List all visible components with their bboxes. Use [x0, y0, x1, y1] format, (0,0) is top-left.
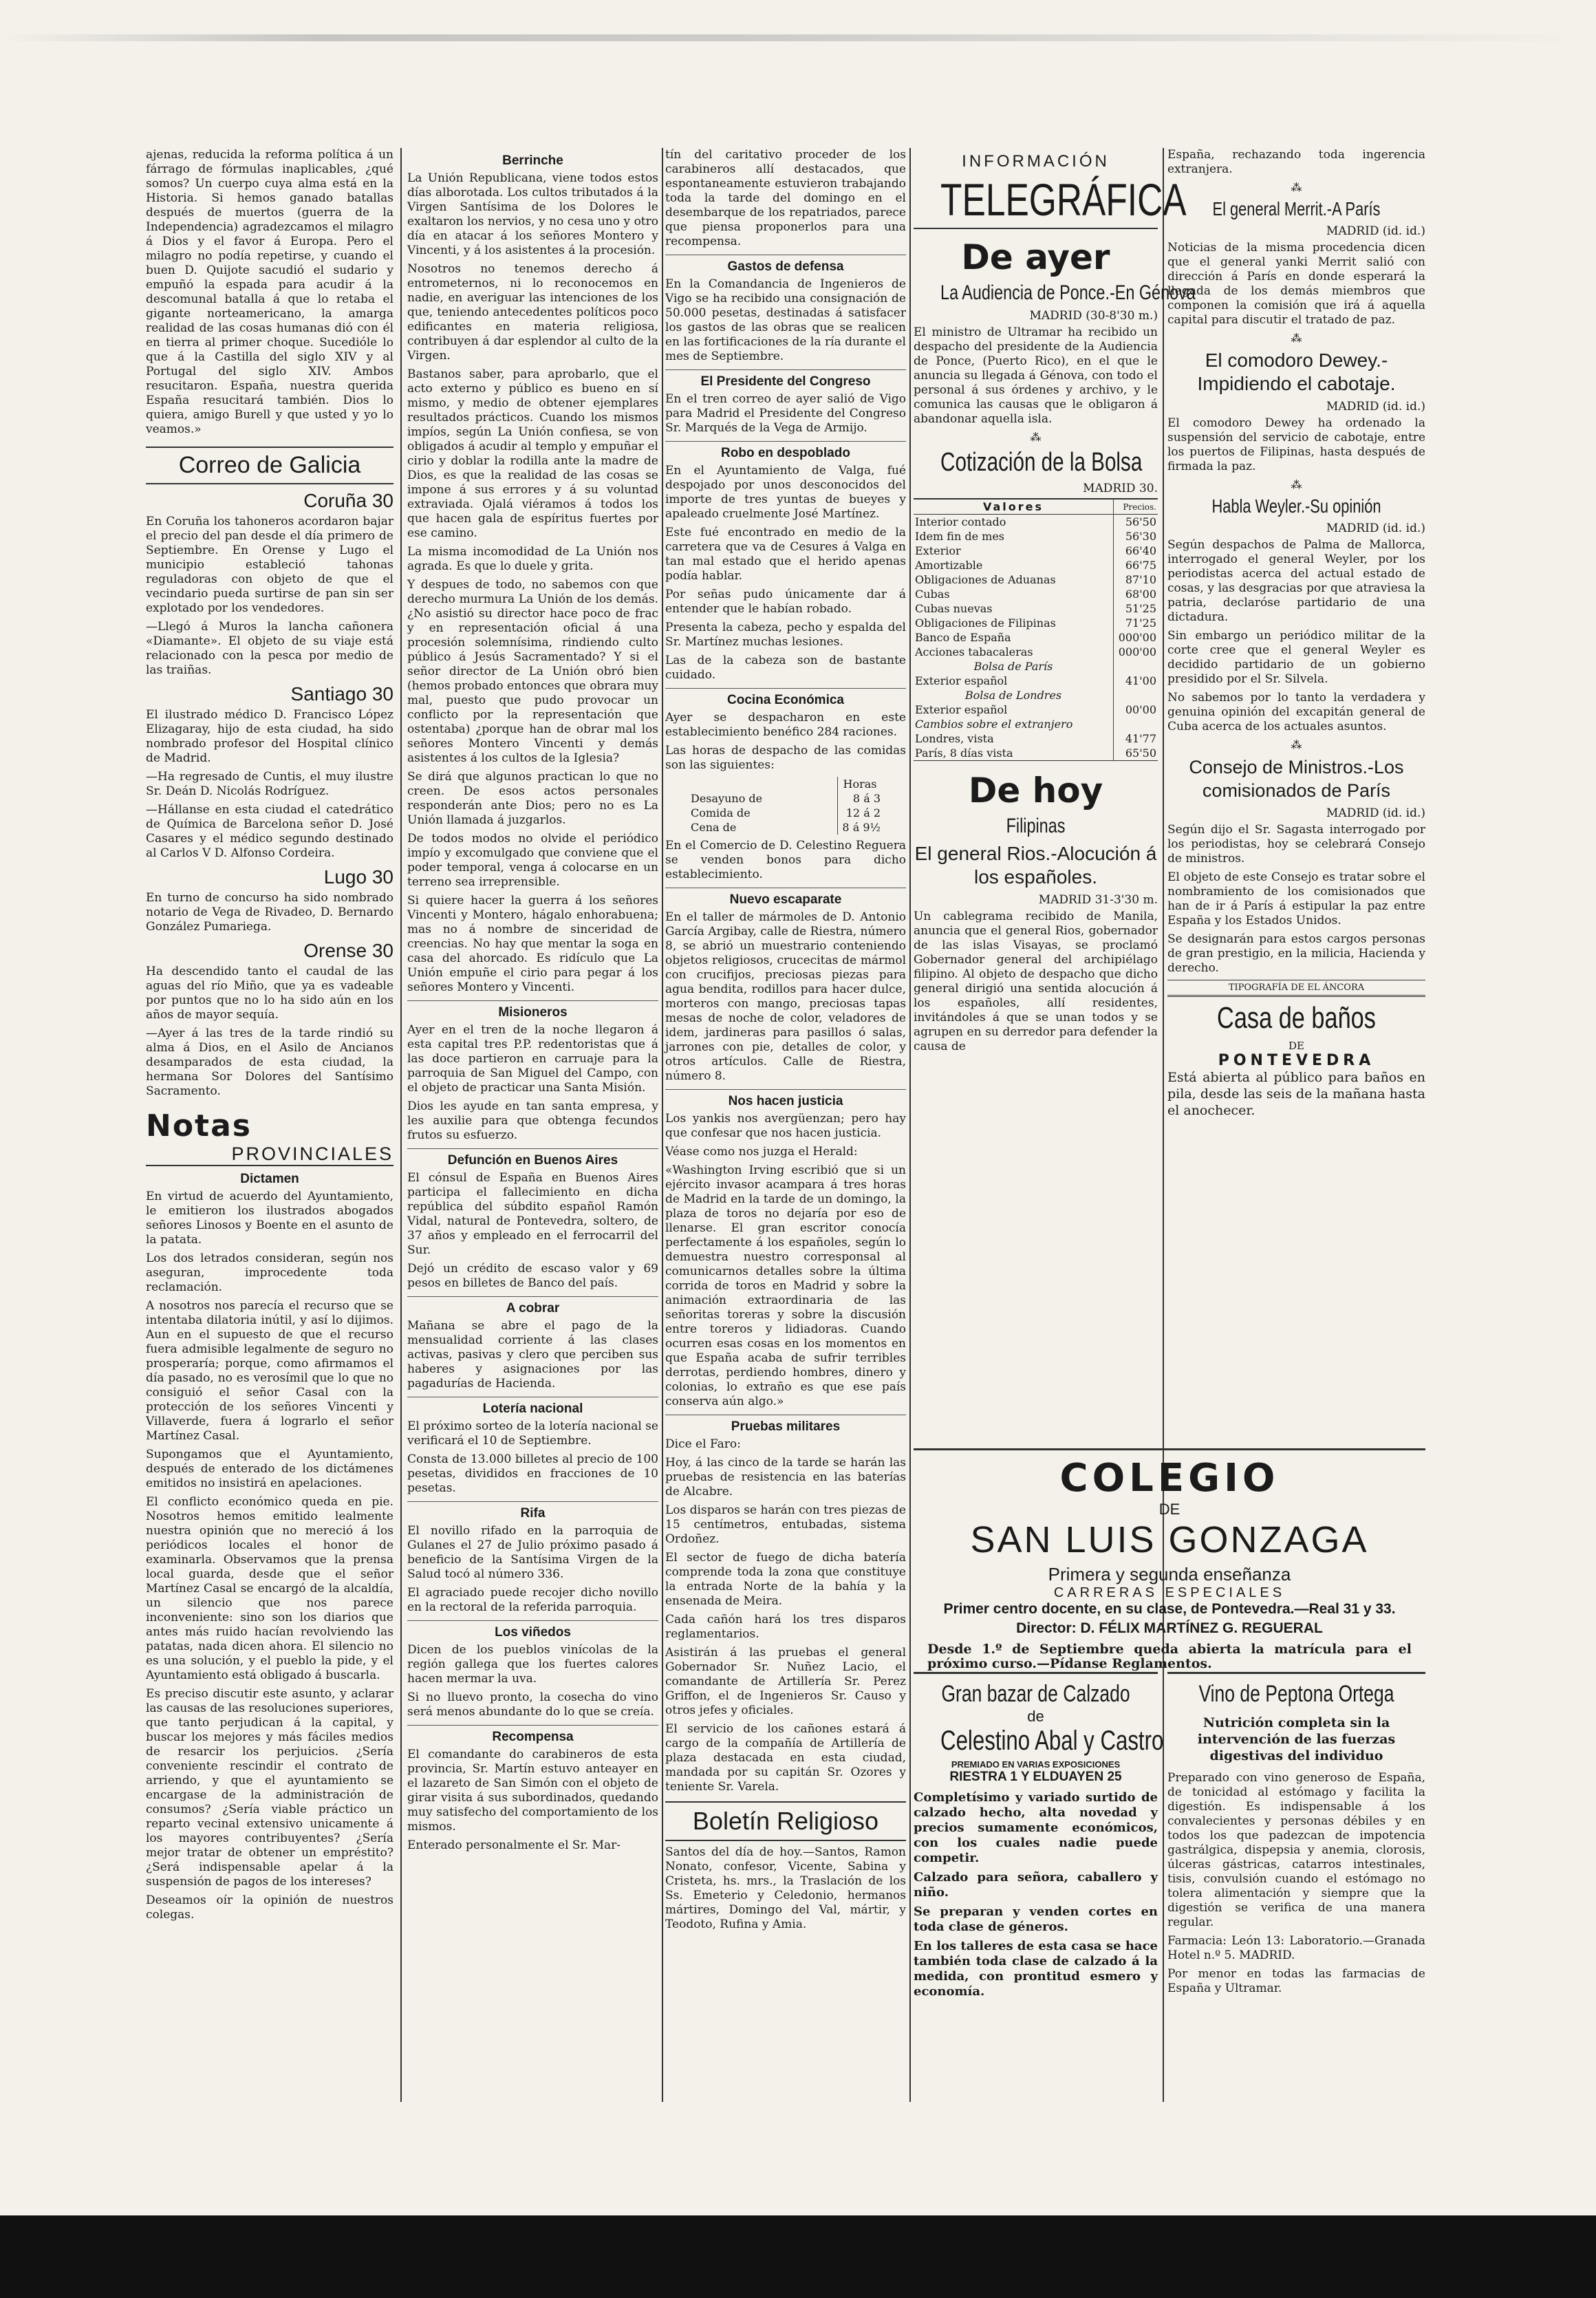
- news-paragraph: El próximo sorteo de la lotería nacional se verificará el 10 de Septiembre.: [407, 1419, 658, 1448]
- news-paragraph: El ilustrado médico D. Francisco López Elizagaray, hijo de esta ciudad, ha sido nombrado profesor del Hospital clínico de Madrid.: [146, 708, 393, 765]
- weyler-heading: Habla Weyler.-Su opinión: [1211, 495, 1381, 517]
- news-paragraph: Este fué encontrado en medio de la carretera que va de Cesures á Valga en tan mal estado que el herido apenas podía hablar.: [665, 526, 906, 583]
- dictamen-heading: Dictamen: [240, 1172, 299, 1186]
- value-price: 56'50: [1114, 515, 1158, 530]
- news-paragraph: Y despues de todo, no sabemos con que derecho murmura La Unión de los demás. ¿No asistió su director hace poco de frac y en representación oficial á una procesión solemnísima, rindiendo culto público á Jesús Sacramentado? Y si el señor director de La Unión obró bien (hemos probado entonces que obrara muy mal, puesto que pudo provocar un conflicto por la representación que ostentaba) ¿porque han de obrar mal los señores Montero Vincenti y demás asistentes á los cultos de la Iglesia?: [407, 578, 658, 765]
- table-row: [914, 731, 1158, 746]
- stars-separator: ⁂: [1291, 332, 1302, 345]
- value-price: 00'00: [1114, 702, 1158, 717]
- article-heading: Lotería nacional: [407, 1397, 658, 1417]
- news-paragraph: El ministro de Ultramar ha recibido un despacho del presidente de la Audiencia de Ponce, (Puerto Rico), en el que le anuncia su llegada á Génova, con todo el personal á sus órdenes y archivo, y le comunica las causas que le obligaron á abandonar aquella isla.: [914, 325, 1158, 426]
- news-paragraph: tín del caritativo proceder de los carabineros allí destacados, que espontaneamente estuvieron trabajando toda la tarde del domingo en el desembarque de los repatriados, parece que piensa proponerlos para una recompensa.: [665, 148, 906, 248]
- dateline: MADRID 30.: [1083, 482, 1158, 495]
- value-price: 41'77: [1114, 731, 1158, 746]
- news-paragraph: Según dijo el Sr. Sagasta interrogado por los periodistas, hoy se celebrará Consejo de ministros.: [1167, 823, 1425, 866]
- banos-city: PONTEVEDRA: [1218, 1052, 1375, 1069]
- telegrafica-heading: TELEGRÁFICA: [940, 174, 1187, 225]
- precios-header: Precios.: [1114, 499, 1158, 515]
- column-rule: [662, 148, 663, 2102]
- news-paragraph: El novillo rifado en la parroquia de Gulanes el 27 de Julio próximo pasado á beneficio de la Santísima Virgen de la Salud tocó al número 336.: [407, 1524, 658, 1581]
- newspaper-page: [138, 148, 1431, 2102]
- news-paragraph: En Coruña los tahoneros acordaron bajar el precio del pan desde el día primero de Septiembre. En Orense y Lugo el municipio estableció tahonas reguladoras con objeto de que el vecindario pueda surtirse de pan sin ser explotado por los vendedores.: [146, 515, 393, 615]
- colegio-sub3: Primer centro docente, en su clase, de Pontevedra.—Real 31 y 33.: [943, 1601, 1396, 1617]
- news-paragraph: Nosotros no tenemos derecho á entrometernos, ni lo reconocemos en nadie, en averiguar las intenciones de los que, teniendo antecedentes políticos poco edificantes en materia religiosa, contribuyen á dar esplendor al culto de la Virgen.: [407, 262, 658, 363]
- boletin-heading: Boletín Religioso: [665, 1801, 906, 1841]
- ad-calzado: [914, 1672, 1164, 2004]
- news-paragraph: Si quiere hacer la guerra á los señores Vincenti y Montero, hágalo enhorabuena; mas no á nombre de sinceridad de creencias. No hay que mentar la soga en casa del ahorcado. Es ridículo que La Unión empuñe el cirio para pegar á los señores Montero y Vincenti.: [407, 894, 658, 994]
- news-paragraph: «Washington Irving escribió que si un ejército invasor acampara á tres horas de Madrid en la tarde de un domingo, la plaza de toros no dejaría por eso de llenarse. El gran escritor conocía perfectamente á los españoles, según lo demuestra nuestro corresponsal al comunicarnos detalles sobre la última corrida de toros en Madrid y sobre la animación extraordinaria de las señoritas toreras y sobre la discusión entre toreros y lidiadoras. Cuando ocurren esas cosas en los momentos en que España acaba de sufrir terribles derrotas, perdiendo hombres, dinero y colonias, lo extraño es que ese país conserva aún algo.»: [665, 1163, 906, 1408]
- column-2: [407, 148, 658, 2102]
- news-paragraph: El objeto de este Consejo es tratar sobre el nombramiento de los comisionados que han de ir á París á estipular la paz entre España y los Estados Unidos.: [1167, 870, 1425, 927]
- value-label: Interior contado: [915, 515, 1006, 528]
- calzado-paragraph: En los talleres de esta casa se hace también toda clase de calzado á la medida, con prontitud esmero y economía.: [914, 1939, 1158, 1999]
- article-heading: Berrinche: [502, 153, 563, 168]
- peptona-lead: Nutrición completa sin la intervención de las fuerzas digestivas del individuo: [1197, 1715, 1396, 1763]
- correo-heading: Correo de Galicia: [146, 447, 393, 484]
- news-paragraph: Supongamos que el Ayuntamiento, después de enterado de los dictámenes emitidos no insistirá en apelaciones.: [146, 1448, 393, 1490]
- notas-heading: Notas: [146, 1108, 252, 1143]
- table-row: [914, 674, 1158, 688]
- rios-heading: El general Rios.-Alocución á los españoles.: [914, 843, 1157, 888]
- value-price: 65'50: [1114, 746, 1158, 761]
- value-price: 68'00: [1114, 587, 1158, 601]
- peptona-paragraph: Preparado con vino generoso de España, de tonicidad al estómago y facilita la digestión. Es indispensable á los convalecientes y personas débiles y en todos los que padezcan de impotencia gastrálgica, dispepsia y anemia, clorosis, úlceras gástricas, catarros intestinales, tisis, convulsión cuando el estómago no tolera alimentación y siempre que la digestión se verifica de una manera regular.: [1167, 1771, 1425, 1929]
- meal-hours: 12 á 2: [838, 806, 883, 820]
- table-row: [689, 820, 882, 835]
- meal-label: Desayuno de: [691, 792, 763, 805]
- value-label: Amortizable: [915, 559, 983, 572]
- ad-colegio: [914, 1448, 1425, 1677]
- meal-hours: 8 á 3: [838, 791, 883, 806]
- news-paragraph: El comodoro Dewey ha ordenado la suspensión del servicio de cabotaje, entre los puertos de Filipinas, hasta después de firmada la paz.: [1167, 416, 1425, 473]
- bolsa-table: [914, 498, 1158, 761]
- value-label: Cubas: [915, 588, 950, 601]
- value-label: París, 8 días vista: [915, 747, 1013, 760]
- column-5: [1167, 148, 1425, 1445]
- news-paragraph: El comandante do carabineros de esta provincia, Sr. Martín estuvo anteayer en el lazareto de San Simón con el objeto de girar visita á sus subordinados, quedando muy satisfecho del comportamiento de los mismos.: [407, 1748, 658, 1834]
- peptona-paragraph: Por menor en todas las farmacias de España y Ultramar.: [1167, 1967, 1425, 1995]
- news-paragraph: Dejó un crédito de escaso valor y 69 pesos en billetes de Banco del país.: [407, 1262, 658, 1290]
- value-price: 56'30: [1114, 529, 1158, 544]
- provinciales-heading: PROVINCIALES: [146, 1143, 393, 1166]
- dateline: MADRID 31-3'30 m.: [1038, 893, 1158, 907]
- news-paragraph: Deseamos oír la opinión de nuestros colegas.: [146, 1893, 393, 1922]
- stars-separator: ⁂: [1291, 181, 1302, 194]
- article-heading: Robo en despoblado: [665, 441, 906, 461]
- city-heading-lugo: Lugo 30: [323, 866, 393, 888]
- news-paragraph: España, rechazando toda ingerencia extranjera.: [1167, 148, 1425, 176]
- news-paragraph: En el tren correo de ayer salió de Vigo para Madrid el Presidente del Congreso Sr. Marqués de la Vega de Armijo.: [665, 392, 906, 435]
- londres-label: Bolsa de Londres: [964, 689, 1062, 702]
- news-paragraph: Según despachos de Palma de Mallorca, interrogado el general Weyler, por los periodistas acerca del actual estado de cosas, y las desgracias por que atraviesa la patria, declaróse partidario de una dictadura.: [1167, 538, 1425, 624]
- column-1: [146, 148, 393, 2102]
- news-paragraph: —Ayer á las tres de la tarde rindió su alma á Dios, en el Asilo de Ancianos desamparados de esta ciudad, la hermana Sor Dolores del Santísimo Sacramento.: [146, 1027, 393, 1098]
- news-paragraph: Presenta la cabeza, pecho y espalda del Sr. Martínez muchas lesiones.: [665, 621, 906, 649]
- colegio-de: DE: [1158, 1501, 1180, 1518]
- article-heading: A cobrar: [407, 1296, 658, 1316]
- news-paragraph: Consta de 13.000 billetes al precio de 100 pesetas, divididos en fracciones de 10 pesetas.: [407, 1452, 658, 1495]
- news-paragraph: El sector de fuego de dicha batería comprende toda la zona que constituye la entrada Norte de la bahía y la ensenada de Meira.: [665, 1551, 906, 1608]
- news-paragraph: En la Comandancia de Ingenieros de Vigo se ha recibido una consignación de 50.000 pesetas, destinadas á satisfacer los gastos de las obras que se realicen en las fortificaciones de la ría durante el mes de Septiembre.: [665, 277, 906, 363]
- value-label: Banco de España: [915, 631, 1011, 644]
- hours-header: Horas: [838, 777, 883, 791]
- news-paragraph: —Llegó á Muros la lancha cañonera «Diamante». El objeto de su viaje está relacionado con la pesca por medio de las traiñas.: [146, 620, 393, 677]
- banos-heading: Casa de baños: [1217, 1001, 1376, 1035]
- news-paragraph: Dicen de los pueblos vinícolas de la región gallega que los fuertes calores hacen mermar la uva.: [407, 1643, 658, 1686]
- banos-de: DE: [1288, 1040, 1304, 1052]
- news-paragraph: Bastanos saber, para aprobarlo, que el acto externo y público es bueno en sí mismo, y medio de obtener ejemplares resultados prácticos. Cuando los mismos impíos, según La Unión confiesa, se von obligados á acudir al templo y empuñar el cirio y doblar la rodilla ante la madre de Dios, es que la realidad de las cosas se impone á sus errores y á su voluntad extraviada. Ojalá viéramos á todos los que hacen gala de espíritus fuertes por ese camino.: [407, 367, 658, 540]
- news-paragraph: Los dos letrados consideran, según nos aseguran, improcedente toda reclamación.: [146, 1252, 393, 1294]
- column-rule: [1163, 148, 1164, 2102]
- table-row: [689, 806, 882, 820]
- dateline: MADRID (30-8'30 m.): [1029, 309, 1158, 323]
- value-price: 41'00: [1114, 674, 1158, 688]
- scan-artifact-bottom: [0, 2215, 1596, 2298]
- dateline: MADRID (id. id.): [1326, 806, 1425, 820]
- calzado-paragraph: Completísimo y variado surtido de calzado hecho, alta novedad y precios sumamente económicos, con los cuales nadie puede competir.: [914, 1790, 1158, 1865]
- table-row: [914, 529, 1158, 544]
- intro-text: ajenas, reducida la reforma política á un fárrago de fórmulas inaplicables, ¿qué somos? Un cuerpo cuya alma está en la Historia. Si hemos ganado batallas después de muertos (guerra de la Independencia) agradezcamos el milagro á Dios y el favor á Europa. Pero el milagro no podía repetirse, y cuando el buen D. Quijote sacudió el sudario y empuñó la espada para acudir á la descomunal batalla á que lo retaba el gigante norteamericano, la amarga realidad de las cosas humanas dió con él en tierra al primer choque. Sucedióle lo que á la Castilla del siglo XIV y al Portugal del siglo XIV. Ambos resucitaron. España, nuestra querida España resucitará también. Dios lo quiera, amigo Burell y que usted y yo lo veamos.»: [146, 148, 393, 436]
- colegio-sub2: CARRERAS ESPECIALES: [1053, 1585, 1286, 1600]
- valores-header: Valores: [982, 500, 1044, 513]
- news-paragraph: De todos modos no olvide el periódico impío y excomulgado que conviene que el poder temporal, venga á colocarse en un terreno sea irreprensible.: [407, 832, 658, 889]
- article-heading: Gastos de defensa: [665, 255, 906, 275]
- paris-label: Bolsa de París: [973, 660, 1053, 673]
- dewey-heading: El comodoro Dewey.-Impidiendo el cabotaje.: [1197, 350, 1396, 394]
- stars-separator: ⁂: [1291, 478, 1302, 491]
- value-label: Obligaciones de Filipinas: [915, 616, 1056, 630]
- value-label: Exterior: [915, 544, 961, 557]
- news-paragraph: Se dirá que algunos practican lo que no creen. De esos actos personales responderán ante Dios; pero no es La Unión llamada á juzgarlos.: [407, 770, 658, 827]
- article-heading: Los viñedos: [407, 1620, 658, 1640]
- banos-text: Está abierta al público para baños en pila, desde las seis de la mañana hasta el anochecer.: [1167, 1070, 1425, 1118]
- value-label: Cubas nuevas: [915, 602, 993, 615]
- news-paragraph: Por señas pudo únicamente dar á entender que le habían robado.: [665, 588, 906, 616]
- news-paragraph: Sin embargo un periódico militar de la corte cree que el general Weyler es decidido partidario de un gobierno presidido por el Sr. Silvela.: [1167, 629, 1425, 686]
- table-row: [914, 630, 1158, 645]
- consejo-heading: Consejo de Ministros.-Los comisionados de París: [1189, 757, 1404, 801]
- table-row: [914, 702, 1158, 717]
- calzado-paragraph: Calzado para señora, caballero y niño.: [914, 1870, 1158, 1900]
- news-paragraph: En turno de concurso ha sido nombrado notario de Vega de Rivadeo, D. Bernardo González Pumariega.: [146, 891, 393, 934]
- article-heading: Nuevo escaparate: [665, 888, 906, 908]
- news-paragraph: Los yankis nos avergüenzan; pero hay que confesar que nos hacen justicia.: [665, 1112, 906, 1140]
- de-hoy-heading: De hoy: [968, 771, 1103, 810]
- meal-label: Cena de: [691, 821, 737, 834]
- calzado-title1: Gran bazar de Calzado: [941, 1681, 1130, 1707]
- news-paragraph: Véase como nos juzga el Herald:: [665, 1145, 858, 1159]
- news-paragraph: Los disparos se harán con tres piezas de 15 centímetros, entubadas, sistema Ordoñez.: [665, 1503, 906, 1546]
- stars-separator: ⁂: [1030, 431, 1042, 444]
- table-row: [914, 587, 1158, 601]
- news-paragraph: Dios les ayude en tan santa empresa, y les auxilie para que obtenga fecundos frutos su esfuerzo.: [407, 1099, 658, 1142]
- column-rule: [400, 148, 402, 2102]
- news-paragraph: Si no lluevo pronto, la cosecha do vino será menos abundante do lo que se creía.: [407, 1690, 658, 1719]
- news-paragraph: Ha descendido tanto el caudal de las aguas del río Miño, que ya es vadeable por puntos que no lo ha sido aún en los años de mayor sequía.: [146, 965, 393, 1022]
- informacion-heading: INFORMACIÓN: [962, 152, 1110, 171]
- dateline: MADRID (id. id.): [1326, 224, 1425, 238]
- value-price: 66'75: [1114, 558, 1158, 572]
- news-paragraph: La misma incomodidad de La Unión nos agrada. Es que lo duele y grita.: [407, 545, 658, 573]
- news-paragraph: En el Comercio de D. Celestino Reguera se venden bonos para dicho establecimiento.: [665, 839, 906, 881]
- peptona-title: Vino de Peptona Ortega: [1198, 1681, 1394, 1707]
- colegio-title: COLEGIO: [1059, 1456, 1280, 1501]
- dateline: MADRID (id. id.): [1326, 522, 1425, 535]
- table-row: [689, 791, 882, 806]
- news-paragraph: No sabemos por lo tanto la verdadera y genuina opinión del excapitán general de Cuba acerca de los actuales asuntos.: [1167, 691, 1425, 733]
- news-paragraph: Mañana se abre el pago de la mensualidad corriente á las clases activas, pasivas y clero que perciben sus haberes y asignaciones por las pagadurías de Hacienda.: [407, 1319, 658, 1390]
- calzado-paragraph: Se preparan y venden cortes en toda clase de géneros.: [914, 1904, 1158, 1934]
- value-price: 71'25: [1114, 616, 1158, 630]
- news-paragraph: Un cablegrama recibido de Manila, anuncia que el general Rios, gobernador de las islas Visayas, se proclamó Gobernador general del archipiélago filipino. Al objeto de despacho que dicho general dirigió una sentida alocución á los españoles, allí residentes, invitándoles á que se unan todos y se agrupen en su derredor para defender la causa de: [914, 910, 1158, 1053]
- article-heading: Rifa: [407, 1501, 658, 1521]
- news-paragraph: —Ha regresado de Cuntis, el muy ilustre Sr. Deán D. Nicolás Rodríguez.: [146, 770, 393, 798]
- boletin-text: Santos del día de hoy.—Santos, Ramon Nonato, confesor, Vicente, Sabina y Cristeta, hs. mrs., la Traslación de los Ss. Emeterio y Celedonio, hermanos mártires, Domingo del Val, mártir, y Teodoto, Rufina y Amia.: [665, 1845, 906, 1931]
- column-3: [665, 148, 906, 2102]
- news-paragraph: Dice el Faro:: [665, 1437, 741, 1451]
- city-heading-santiago: Santiago 30: [290, 683, 393, 705]
- value-label: Idem fin de mes: [915, 530, 1004, 543]
- news-paragraph: La Unión Republicana, viene todos estos días alborotada. Los cultos tributados á la Virgen Santísima de los Dolores le exaltaron los nervios, y no cesa uno y otro día en atacar á los señores Montero y Vincenti, y á los asistentes á la procesión.: [407, 171, 658, 257]
- bolsa-heading: Cotización de la Bolsa: [940, 448, 1143, 477]
- news-paragraph: Ayer se despacharon en este establecimiento benéfico 284 raciones.: [665, 711, 906, 739]
- colegio-sub1: Primera y segunda enseñanza: [1048, 1564, 1291, 1585]
- news-paragraph: El agraciado puede recojer dicho novillo en la rectoral de la referida parroquia.: [407, 1586, 658, 1614]
- city-heading-orense: Orense 30: [303, 940, 393, 961]
- table-row: [914, 746, 1158, 761]
- value-label: Acciones tabacaleras: [915, 645, 1033, 658]
- calzado-de: de: [1027, 1708, 1044, 1725]
- news-paragraph: En el Ayuntamiento de Valga, fué despojado por unos desconocidos del importe de tres yuntas de bueyes y apaleado cruelmente José Martínez.: [665, 464, 906, 521]
- article-heading: El Presidente del Congreso: [665, 369, 906, 389]
- article-heading: Cocina Económica: [665, 688, 906, 708]
- table-row: [914, 645, 1158, 659]
- calzado-address: RIESTRA 1 Y ELDUAYEN 25: [949, 1770, 1122, 1784]
- article-heading: Defunción en Buenos Aires: [407, 1148, 658, 1168]
- article-heading: Pruebas militares: [665, 1415, 906, 1435]
- value-label: Exterior español: [915, 674, 1008, 687]
- news-paragraph: —Hállanse en esta ciudad el catedrático de Química de Barcelona señor D. José Casares y el médico segundo destinado al Carlos V D. Alfonso Cordeira.: [146, 803, 393, 860]
- news-paragraph: El servicio de los cañones estará á cargo de la compañía de Artillería de plaza destacada en esta ciudad, mandada por su capitán Sr. Ozores y teniente Sr. Varela.: [665, 1722, 906, 1794]
- table-row: [914, 558, 1158, 572]
- scan-artifact-top: [0, 34, 1596, 41]
- value-price: 000'00: [1114, 645, 1158, 659]
- value-label: Obligaciones de Aduanas: [915, 573, 1056, 586]
- value-price: 51'25: [1114, 601, 1158, 616]
- ponce-heading: La Audiencia de Ponce.-En Génova: [940, 281, 1196, 304]
- news-paragraph: Cada cañón hará los tres disparos reglamentarios.: [665, 1613, 906, 1641]
- news-paragraph: El conflicto económico queda en pie. Nosotros hemos emitido lealmente nuestra opinión que no mereció á los periódicos locales el honor de examinarla. Observamos que la prensa local guarda, desde que el señor Martínez Casal se encargó de la alcaldía, un silencio que nos parece inconveniente: sino son los diarios que antes más ruido hacían revolviendo las patatas, nada dicen ahora. El silencio no es una solución, y el pueblo la pide, y el Ayuntamiento está obligado á buscarla.: [146, 1495, 393, 1682]
- value-price: 66'40: [1114, 544, 1158, 558]
- merritt-heading: El general Merrit.-A París: [1212, 198, 1381, 219]
- colegio-name: SAN LUIS GONZAGA: [970, 1519, 1369, 1560]
- value-label: Londres, vista: [915, 732, 994, 745]
- de-ayer-heading: De ayer: [961, 237, 1110, 277]
- news-paragraph: Enterado personalmente el Sr. Mar-: [407, 1838, 621, 1852]
- table-row: [914, 616, 1158, 630]
- news-paragraph: Noticias de la misma procedencia dicen que el general yanki Merrit salió con dirección á París en donde esperará la llegada de los demás miembros que componen la comisión que irá á aquella capital para discutir el tratado de paz.: [1167, 241, 1425, 327]
- news-paragraph: A nosotros nos parecía el recurso que se intentaba dilatoria inútil, y así lo dijimos. Aun en el supuesto de que el recurso fuera admisible legalmente de seguro no prosperaría; porque, como afirmamos el día pasado, no es verosímil que lo que no consiguió el señor Casal con la protección de los señores Vincenti y Villaverde, fuera á lograrlo el señor Martínez Casal.: [146, 1299, 393, 1443]
- meal-hours: 8 á 9½: [838, 820, 883, 835]
- table-row: [914, 572, 1158, 587]
- imprint: TIPOGRAFÍA DE EL ÁNCORA: [1167, 980, 1425, 997]
- news-paragraph: En virtud de acuerdo del Ayuntamiento, le emitieron los ilustrados abogados señores Linosos y Boente en el asunto de la patata.: [146, 1190, 393, 1247]
- table-row: [914, 601, 1158, 616]
- value-label: Exterior español: [915, 703, 1008, 716]
- calzado-title2: Celestino Abal y Castro: [940, 1726, 1164, 1756]
- table-row: [914, 544, 1158, 558]
- news-paragraph: Ayer en el tren de la noche llegaron á esta capital tres P.P. redentoristas que á las doce partieron en carruaje para la parroquia de San Miguel del Campo, con el objeto de practicar una Santa Misión.: [407, 1023, 658, 1095]
- news-paragraph: Las de la cabeza son de bastante cuidado.: [665, 654, 906, 682]
- news-paragraph: El cónsul de España en Buenos Aires participa el fallecimiento en dicha república del súbdito español Ramón Vidal, natural de Pontevedra, soltero, de 37 años y empleado en el ferrocarril del Sur.: [407, 1171, 658, 1257]
- cambios-label: Cambios sobre el extranjero: [915, 718, 1073, 731]
- news-paragraph: Las horas de despacho de las comidas son las siguientes:: [665, 744, 906, 772]
- filipinas-heading: Filipinas: [1006, 815, 1066, 837]
- stars-separator: ⁂: [1291, 738, 1302, 751]
- news-paragraph: Se designarán para estos cargos personas de gran prestigio, en la milicia, Hacienda y derecho.: [1167, 932, 1425, 975]
- calzado-premiado: PREMIADO EN VARIAS EXPOSICIONES: [951, 1759, 1121, 1770]
- table-row: [914, 515, 1158, 530]
- meal-label: Comida de: [691, 806, 751, 819]
- colegio-director: Director: D. FÉLIX MARTÍNEZ G. REGUERAL: [1016, 1620, 1323, 1636]
- column-rule: [909, 148, 911, 2102]
- news-paragraph: En el taller de mármoles de D. Antonio García Argibay, calle de Riestra, número 8, se abrió un muestrario conteniendo objetos religiosos, crucecitas de mármol con crucifijos, preciosas piezas para agua bendita, rodillos para hacer dulce, morteros con mango, preciosas tapas mesas de noche de color, veladores de idem, jardineras para pasillos ó salas, jarrones con pie, detalles de color, y otros artículos. Calle de Riestra, número 8.: [665, 910, 906, 1083]
- ad-peptona: [1167, 1672, 1425, 2000]
- colegio-matricula: Desde 1.º de Septiembre queda abierta la matrícula para el próximo curso.—Pídanse Reglamentos.: [927, 1642, 1412, 1671]
- news-paragraph: Es preciso discutir este asunto, y aclarar las causas de las resoluciones superiores, que tanto perjudican á la capital, y buscar los mejores y más fáciles medios de resarcir los perjuicios. ¿Sería conveniente rescindir el contrato de arriendo, y que el ayuntamiento se encargase de la administración de consumos? ¿Sería viable práctico un reparto vecinal extensivo unicamente á los mayores contribuyentes? ¿Sería mejor tratar de obtener un empréstito? ¿Será indispensable apelar á la suspensión de pagos de los intereses?: [146, 1687, 393, 1889]
- dateline: MADRID (id. id.): [1326, 400, 1425, 414]
- news-paragraph: Hoy, á las cinco de la tarde se harán las pruebas de resistencia en las baterías de Alcabre.: [665, 1456, 906, 1499]
- cocina-hours-table: [689, 777, 882, 835]
- article-heading: Recompensa: [407, 1725, 658, 1745]
- value-price: 000'00: [1114, 630, 1158, 645]
- news-paragraph: Asistirán á las pruebas el general Gobernador Sr. Nuñez Lacio, el comandante de Artillería Sr. Perez Griffon, el de Ingenieros Sr. Causo y otros jefes y oficiales.: [665, 1646, 906, 1717]
- article-heading: Nos hacen justicia: [665, 1089, 906, 1109]
- value-price: 87'10: [1114, 572, 1158, 587]
- peptona-paragraph: Farmacia: León 13: Laboratorio.—Granada Hotel n.º 5. MADRID.: [1167, 1934, 1425, 1962]
- city-heading-coruna: Coruña 30: [303, 490, 393, 511]
- article-heading: Misioneros: [407, 1000, 658, 1020]
